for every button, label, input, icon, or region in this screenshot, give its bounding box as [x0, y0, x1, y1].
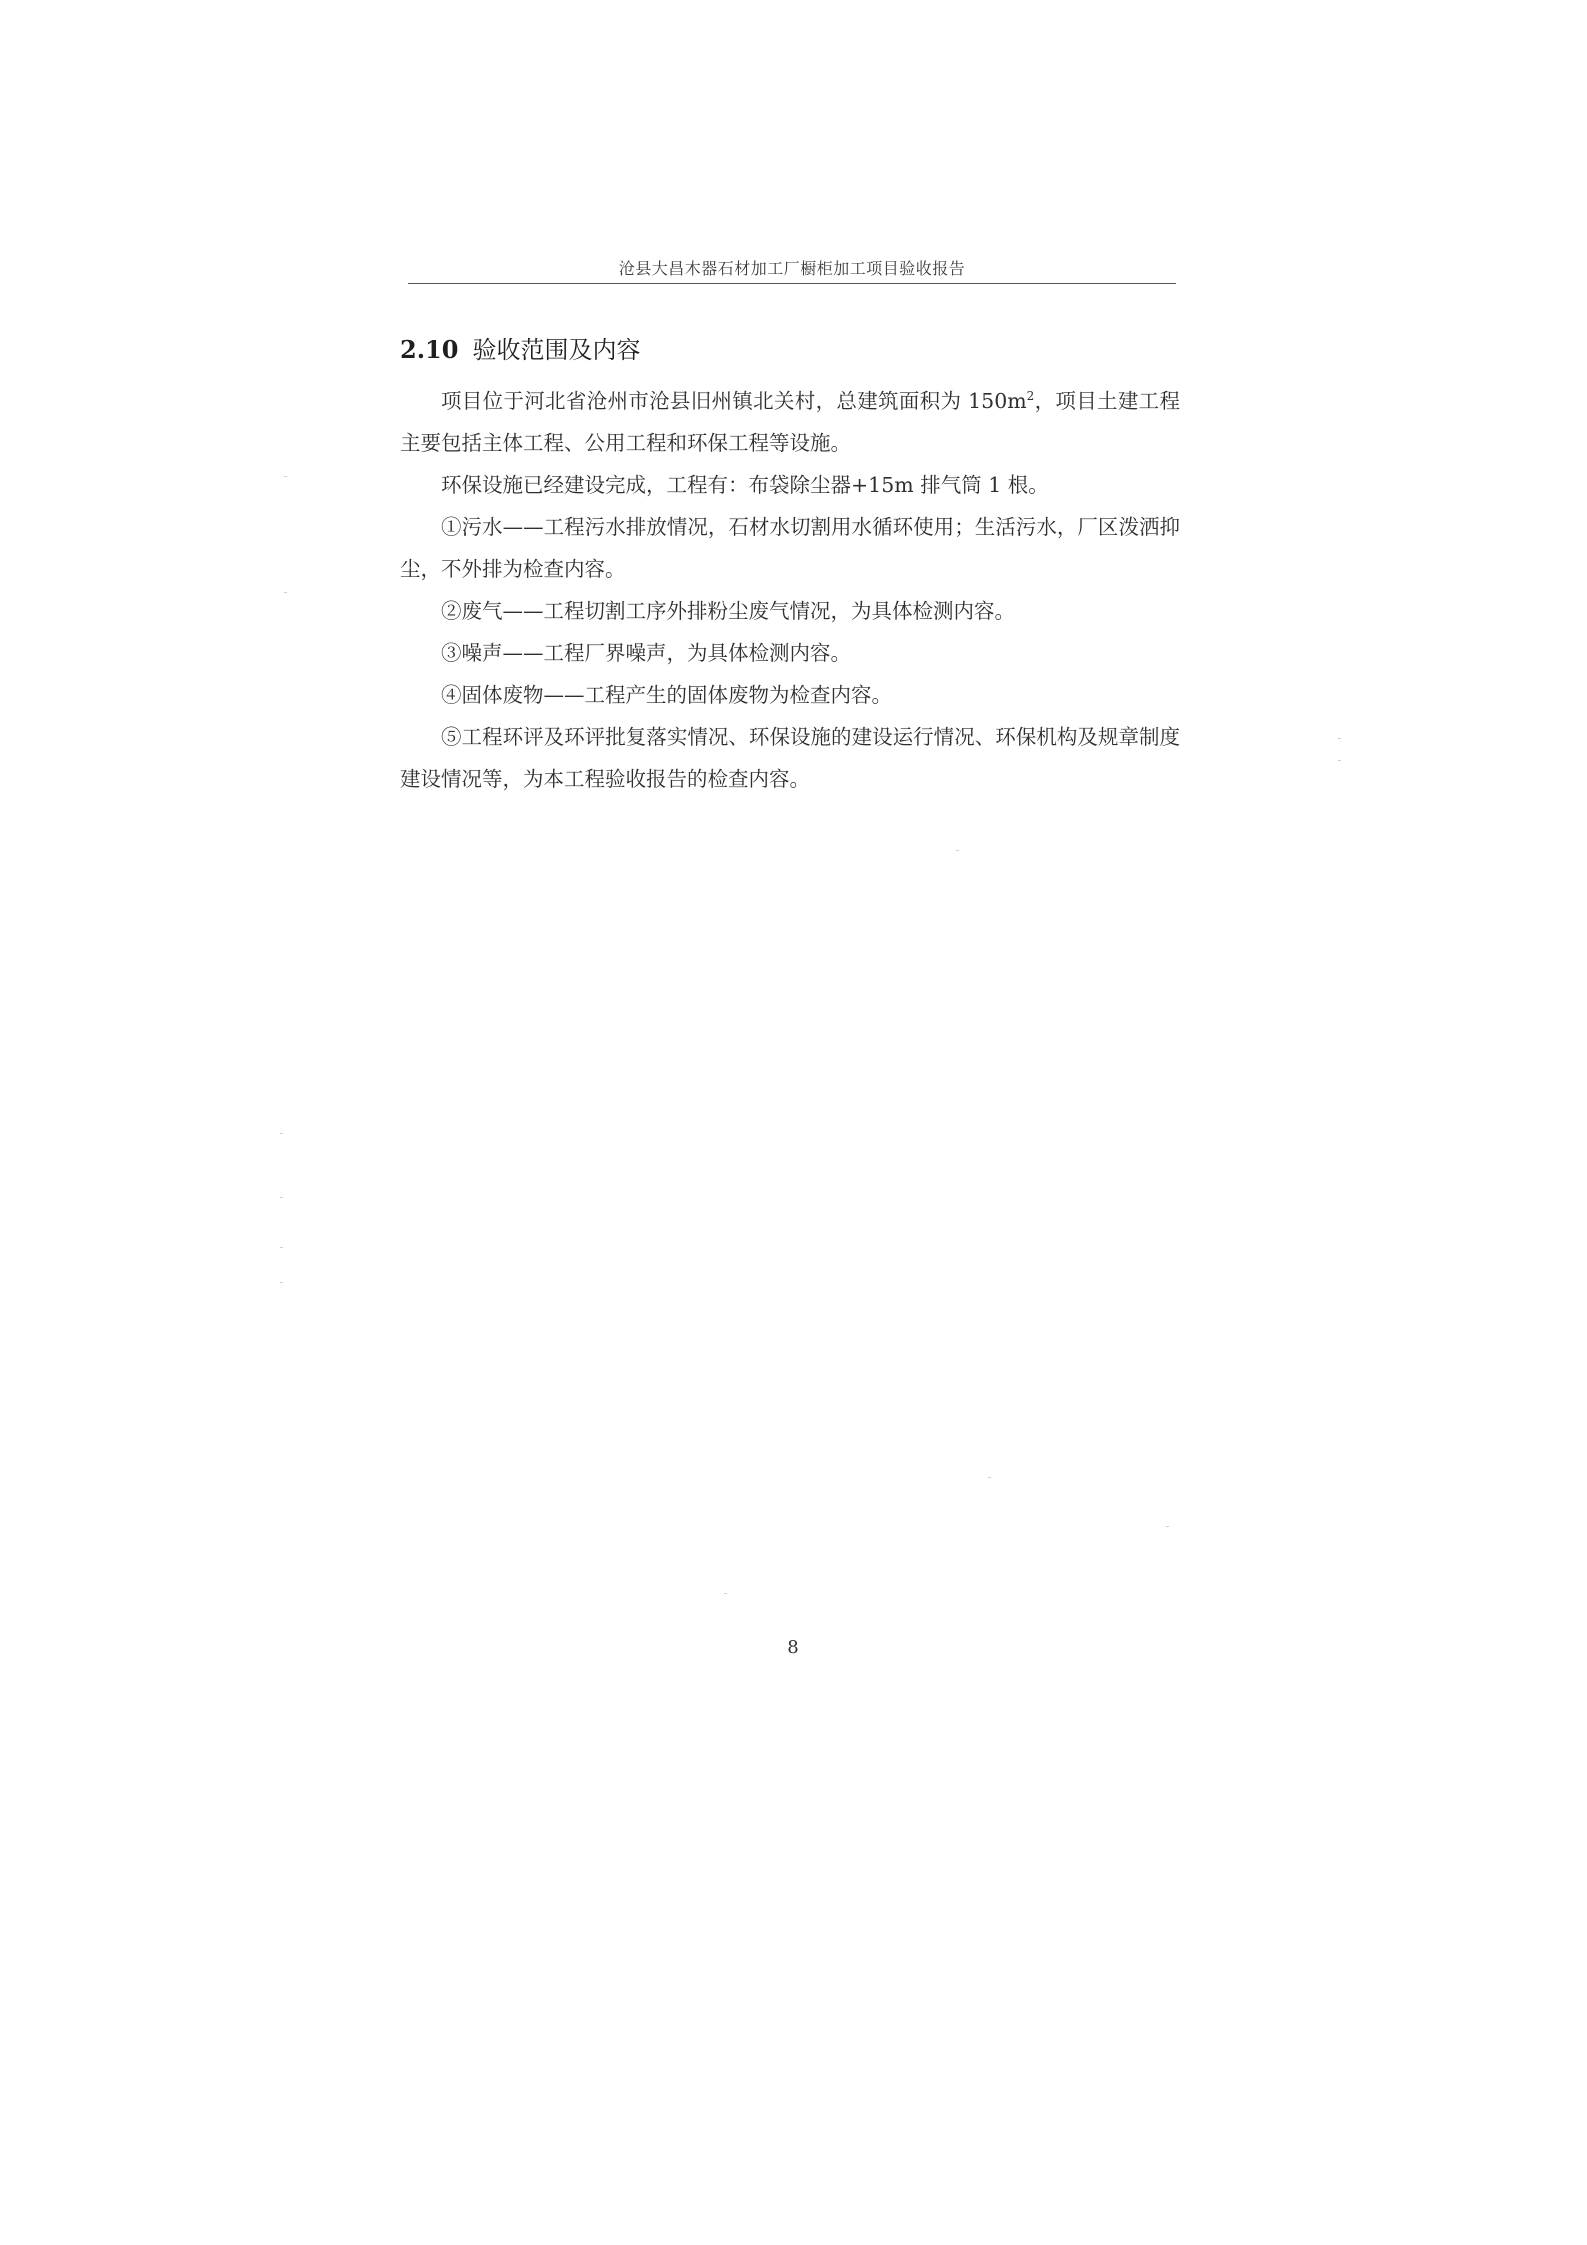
paragraph-text: 项目位于河北省沧州市沧县旧州镇北关村，总建筑面积为 150m	[441, 389, 1027, 413]
paragraph-text: ，项目土建工程主要包括主体工程、公用工程和环保工程等设施。	[400, 389, 1180, 455]
scan-speck	[724, 1593, 727, 1594]
running-header: 沧县大昌木器石材加工厂橱柜加工项目验收报告	[618, 259, 966, 278]
scan-speck	[956, 850, 959, 851]
paragraph-wastewater: ①污水——工程污水排放情况，石材水切割用水循环使用；生活污水，厂区泼洒抑尘，不外排为检查内容。	[400, 515, 1180, 581]
paragraph-eia-review: ⑤工程环评及环评批复落实情况、环保设施的建设运行情况、环保机构及规章制度建设情况等，为本工程验收报告的检查内容。	[400, 725, 1180, 791]
scan-speck	[280, 1282, 283, 1283]
scan-speck	[988, 1477, 991, 1478]
scan-speck	[1338, 738, 1341, 739]
paragraph-exhaust: ②废气——工程切割工序外排粉尘废气情况，为具体检测内容。	[441, 599, 1015, 623]
section-title: 验收范围及内容	[472, 336, 641, 364]
body-text	[400, 380, 1180, 800]
superscript: 2	[1026, 389, 1035, 404]
paragraph-env-facilities: 环保设施已经建设完成，工程有：布袋除尘器+15m 排气筒 1 根。	[441, 473, 1049, 497]
section-number: 2.10	[400, 335, 459, 364]
page-number: 8	[787, 1637, 799, 1658]
scan-speck	[1338, 760, 1341, 761]
scan-speck	[284, 476, 287, 477]
scan-speck	[280, 1247, 283, 1248]
header-rule	[408, 283, 1176, 284]
scan-speck	[284, 592, 287, 593]
scan-speck	[280, 1197, 283, 1198]
scan-speck	[280, 1133, 283, 1134]
section-heading	[400, 330, 640, 365]
paragraph-noise: ③噪声——工程厂界噪声，为具体检测内容。	[441, 641, 851, 665]
scan-speck	[1166, 1526, 1169, 1527]
paragraph-solid-waste: ④固体废物——工程产生的固体废物为检查内容。	[441, 683, 892, 707]
paragraph-project-location	[400, 380, 1180, 464]
